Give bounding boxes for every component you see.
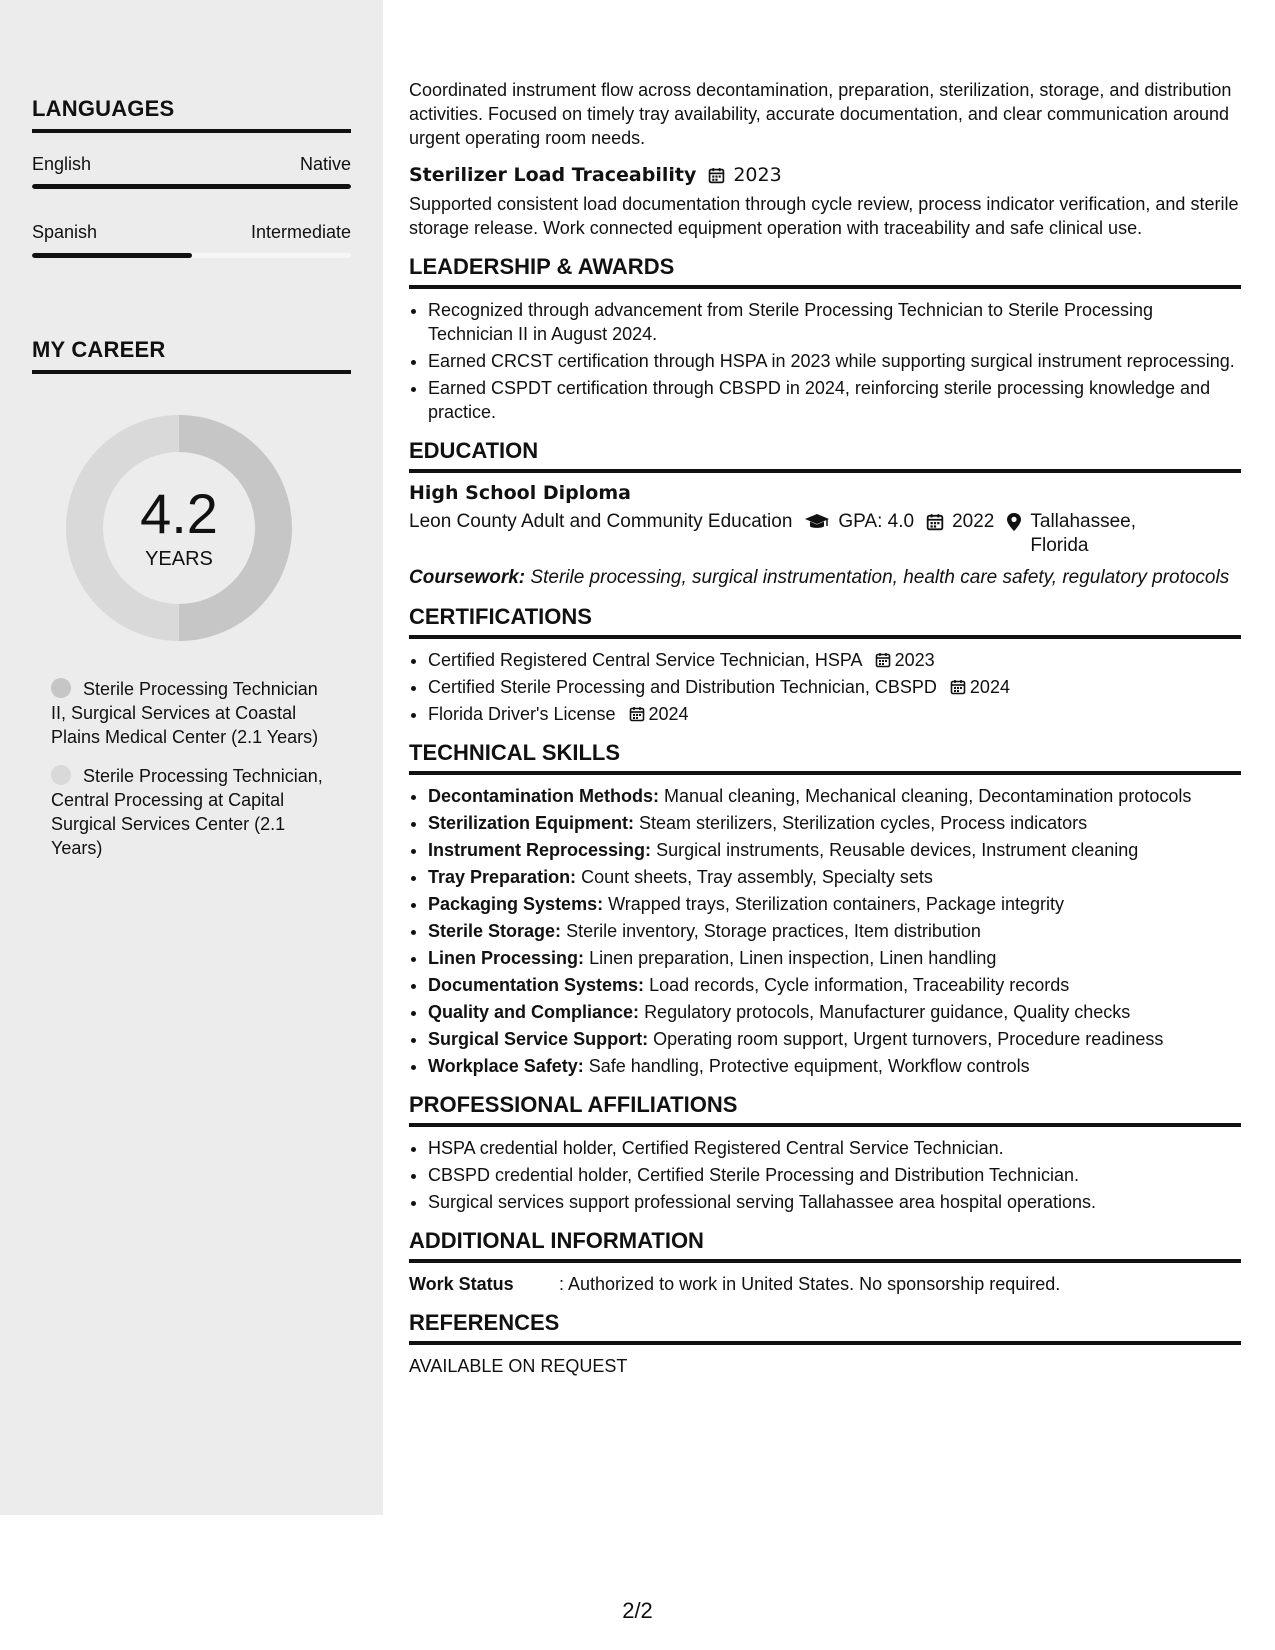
work-status-label: Work Status xyxy=(409,1274,514,1294)
career-heading: MY CAREER xyxy=(32,337,351,374)
certification-name: Florida Driver's License xyxy=(428,704,616,724)
skill-label: Sterile Storage: xyxy=(428,921,562,941)
skill-item xyxy=(428,865,1241,889)
career-donut-center xyxy=(66,415,292,641)
career-donut xyxy=(66,415,292,641)
education-coursework xyxy=(409,566,1241,590)
skill-item xyxy=(428,919,1241,943)
career-item-text: Sterile Processing Technician, Central Processing at Capital Surgical Services Center (2.1 Years) xyxy=(51,766,323,858)
page-number: 2/2 xyxy=(622,1598,653,1623)
skill-label: Workplace Safety: xyxy=(428,1056,584,1076)
skill-item xyxy=(428,1054,1241,1078)
certification-name: Certified Registered Central Service Technician, HSPA xyxy=(428,650,862,670)
skill-item xyxy=(428,838,1241,862)
career-legend-dot xyxy=(51,678,71,698)
coursework-text: Sterile processing, surgical instrumentation, health care safety, regulatory protocols xyxy=(530,567,1230,588)
additional-heading: ADDITIONAL INFORMATION xyxy=(409,1228,1241,1263)
language-bar-spanish xyxy=(32,253,351,258)
certification-name: Certified Sterile Processing and Distribution Technician, CBSPD xyxy=(428,677,937,697)
skills-list xyxy=(409,784,1241,1078)
language-level: Intermediate xyxy=(250,222,351,242)
certifications-heading: CERTIFICATIONS xyxy=(409,604,1241,639)
certification-year: 2024 xyxy=(648,704,689,724)
skill-value: Steam sterilizers, Sterilization cycles, Process indicators xyxy=(639,813,1088,833)
leadership-heading: LEADERSHIP & AWARDS xyxy=(409,254,1241,289)
work-status-value: : Authorized to work in United States. No sponsorship required. xyxy=(559,1274,1061,1294)
education-heading: EDUCATION xyxy=(409,438,1241,473)
sidebar xyxy=(0,0,383,1515)
language-level: Native xyxy=(299,154,351,174)
education-location-seg xyxy=(1006,510,1180,558)
list-item xyxy=(428,702,1241,726)
skill-value: Manual cleaning, Mechanical cleaning, Decontamination protocols xyxy=(664,786,1192,806)
affiliations-heading: PROFESSIONAL AFFILIATIONS xyxy=(409,1092,1241,1127)
calendar-icon xyxy=(708,167,725,184)
certification-year: 2023 xyxy=(894,650,935,670)
education-gpa-seg xyxy=(804,510,914,534)
education-school: Leon County Adult and Community Education xyxy=(409,511,793,532)
project-date xyxy=(708,164,781,186)
skill-value: Operating room support, Urgent turnovers, Procedure readiness xyxy=(653,1029,1164,1049)
location-pin-icon xyxy=(1006,512,1022,532)
education-location: Tallahassee, Florida xyxy=(1030,511,1136,556)
list-item: • Earned CSPDT certification through CBSPD in 2024, reinforcing sterile processing knowledge and practice. xyxy=(428,376,1241,424)
education-year: 2022 xyxy=(952,511,995,532)
education-degree: High School Diploma xyxy=(409,482,631,504)
education-gpa: GPA: 4.0 xyxy=(838,511,915,532)
career-item xyxy=(51,677,331,749)
career-total-unit: YEARS xyxy=(145,547,213,570)
certification-year: 2024 xyxy=(969,677,1010,697)
skill-value: Safe handling, Protective equipment, Workflow controls xyxy=(588,1056,1030,1076)
main-content xyxy=(409,78,1241,1378)
education-details xyxy=(409,510,1241,558)
language-name: English xyxy=(32,154,92,174)
skill-label: Surgical Service Support: xyxy=(428,1029,649,1049)
project-description: Supported consistent load documentation through cycle review, process indicator verification, and sterile storage release. Work connected equipment operation with traceability and safe clinical use. xyxy=(409,194,1239,238)
language-row-english xyxy=(32,154,351,175)
language-bar-fill xyxy=(32,184,351,189)
skill-label: Documentation Systems: xyxy=(428,975,645,995)
career-total-value: 4.2 xyxy=(140,481,218,545)
experience-intro: Coordinated instrument flow across decontamination, preparation, sterilization, storage, and distribution activities. Focused on timely tray availability, accurate documentation, and clear communication around urgent operating room needs. xyxy=(409,80,1232,148)
skill-value: Regulatory protocols, Manufacturer guidance, Quality checks xyxy=(644,1002,1131,1022)
skill-value: Count sheets, Tray assembly, Specialty sets xyxy=(581,867,933,887)
career-legend-dot xyxy=(51,765,71,785)
calendar-icon xyxy=(926,513,944,531)
skill-value: Linen preparation, Linen inspection, Linen handling xyxy=(589,948,997,968)
language-bar-english xyxy=(32,184,351,189)
references-text: AVAILABLE ON REQUEST xyxy=(409,1356,628,1376)
skill-label: Tray Preparation: xyxy=(428,867,577,887)
project-title: Sterilizer Load Traceability xyxy=(409,164,697,186)
skill-label: Linen Processing: xyxy=(428,948,585,968)
skill-label: Quality and Compliance: xyxy=(428,1002,640,1022)
skill-value: Wrapped trays, Sterilization containers, Package integrity xyxy=(608,894,1064,914)
skill-item xyxy=(428,811,1241,835)
calendar-icon xyxy=(629,706,645,722)
language-name: Spanish xyxy=(32,222,98,242)
project-year: 2023 xyxy=(733,164,782,186)
skill-value: Surgical instruments, Reusable devices, Instrument cleaning xyxy=(656,840,1139,860)
list-item: • Recognized through advancement from Sterile Processing Technician to Sterile Processing Technician II in August 2024. xyxy=(428,298,1241,346)
education-year-seg xyxy=(926,510,994,534)
language-row-spanish xyxy=(32,222,351,243)
skill-item xyxy=(428,1027,1241,1051)
career-item xyxy=(51,764,331,860)
skill-item xyxy=(428,1000,1241,1024)
languages-heading: LANGUAGES xyxy=(32,96,351,133)
list-item xyxy=(428,648,1241,672)
list-item: • Earned CRCST certification through HSPA in 2023 while supporting surgical instrument reprocessing. xyxy=(428,349,1241,373)
language-bar-fill xyxy=(32,253,192,258)
skill-value: Load records, Cycle information, Traceability records xyxy=(649,975,1070,995)
skill-item xyxy=(428,892,1241,916)
list-item: • CBSPD credential holder, Certified Sterile Processing and Distribution Technician. xyxy=(428,1163,1241,1187)
affiliations-list xyxy=(409,1136,1241,1214)
calendar-icon xyxy=(875,652,891,668)
references-heading: REFERENCES xyxy=(409,1310,1241,1345)
skill-label: Sterilization Equipment: xyxy=(428,813,635,833)
skill-item xyxy=(428,946,1241,970)
skill-item xyxy=(428,784,1241,808)
career-list xyxy=(51,677,331,875)
skill-value: Sterile inventory, Storage practices, Item distribution xyxy=(566,921,981,941)
skills-heading: TECHNICAL SKILLS xyxy=(409,740,1241,775)
career-item-text: Sterile Processing Technician II, Surgical Services at Coastal Plains Medical Center (2.1 Years) xyxy=(51,679,319,747)
skill-item xyxy=(428,973,1241,997)
skill-label: Packaging Systems: xyxy=(428,894,604,914)
certifications-list xyxy=(409,648,1241,726)
list-item: • HSPA credential holder, Certified Registered Central Service Technician. xyxy=(428,1136,1241,1160)
leadership-list xyxy=(409,298,1241,424)
coursework-label: Coursework: xyxy=(409,567,526,588)
skill-label: Decontamination Methods: xyxy=(428,786,660,806)
list-item xyxy=(428,675,1241,699)
list-item: • Surgical services support professional serving Tallahassee area hospital operations. xyxy=(428,1190,1241,1214)
calendar-icon xyxy=(950,679,966,695)
education-school-seg xyxy=(409,510,792,534)
skill-label: Instrument Reprocessing: xyxy=(428,840,652,860)
graduation-cap-icon xyxy=(804,513,830,531)
project-title-row xyxy=(409,164,1241,186)
work-status-row xyxy=(409,1272,1241,1296)
